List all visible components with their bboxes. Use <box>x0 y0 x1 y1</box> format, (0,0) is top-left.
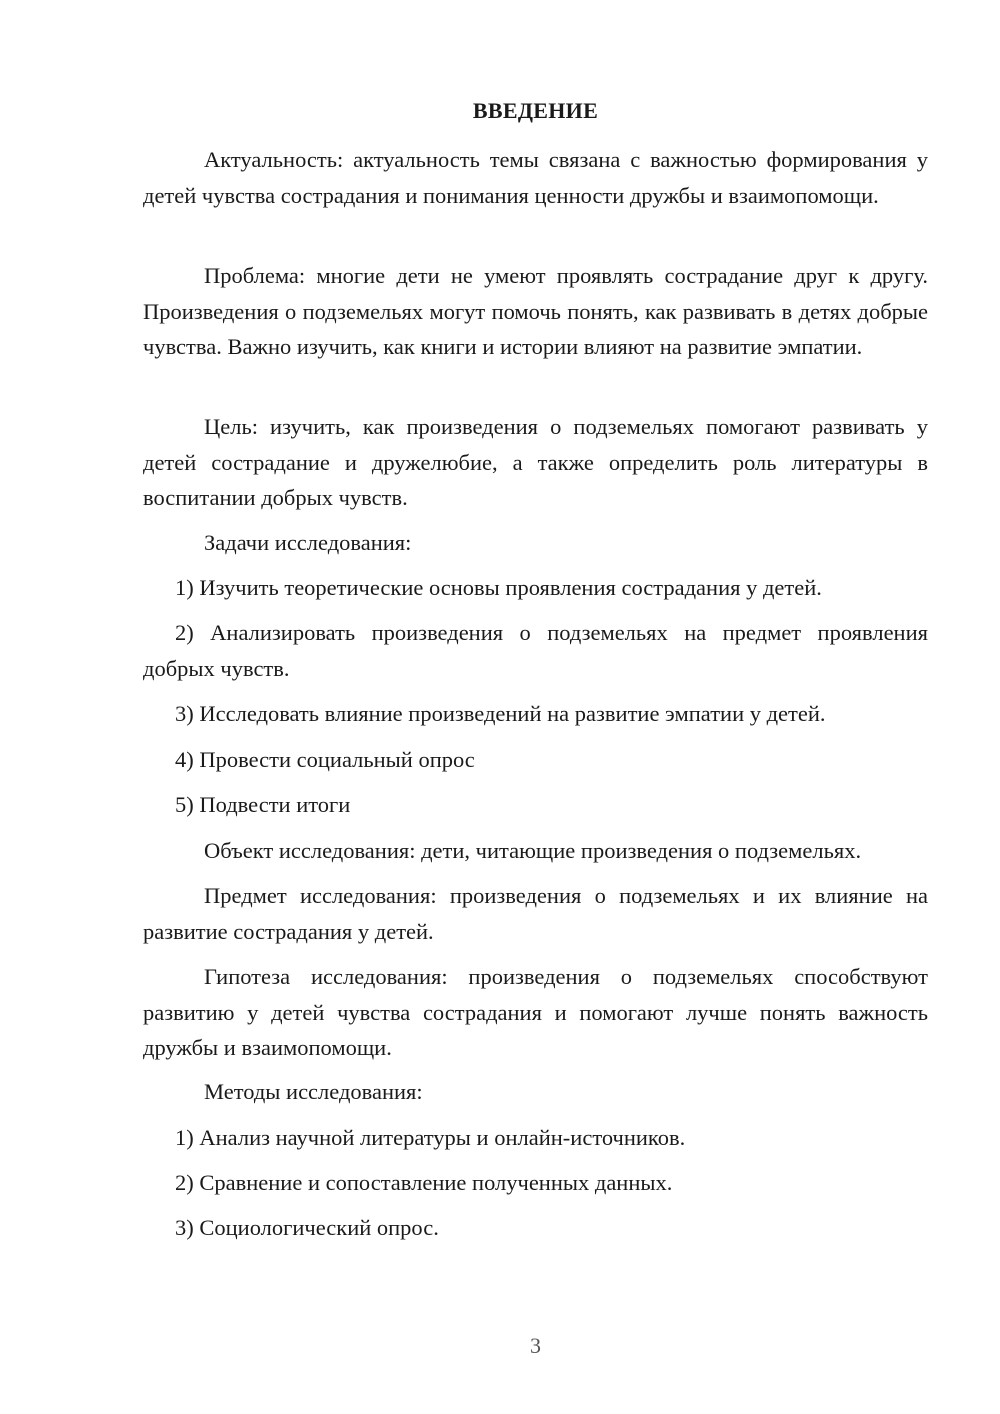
tasks-heading: Задачи исследования: <box>204 530 412 555</box>
task-item: 3) Исследовать влияние произведений на развитие эмпатии у детей. <box>175 701 826 726</box>
method-item: 3) Социологический опрос. <box>175 1215 439 1240</box>
method-item: 1) Анализ научной литературы и онлайн-источников. <box>175 1125 686 1150</box>
object-paragraph: Объект исследования: дети, читающие произведения о подземельях. <box>204 838 862 863</box>
problem-paragraph: Проблема: многие дети не умеют проявлять сострадание друг к другу. Произведения о подземельях могут помочь понять, как развивать в детях добрые чувства. Важно изучить, как книги и истории влияют на развитие эмпатии. <box>143 263 928 359</box>
subject-paragraph: Предмет исследования: произведения о подземельях и их влияние на развитие сострадания у детей. <box>143 883 928 944</box>
task-item: 5) Подвести итоги <box>175 792 351 817</box>
task-item: 1) Изучить теоретические основы проявления сострадания у детей. <box>175 575 822 600</box>
task-item: 2) Анализировать произведения о подземельях на предмет проявления добрых чувств. <box>143 620 928 681</box>
goal-paragraph: Цель: изучить, как произведения о подземельях помогают развивать у детей сострадание и дружелюбие, а также определить роль литературы в воспитании добрых чувств. <box>143 414 928 510</box>
method-item: 2) Сравнение и сопоставление полученных данных. <box>175 1170 673 1195</box>
section-heading: ВВЕДЕНИЕ <box>472 98 599 123</box>
task-item: 4) Провести социальный опрос <box>175 747 475 772</box>
methods-heading: Методы исследования: <box>204 1079 423 1104</box>
hypothesis-paragraph: Гипотеза исследования: произведения о подземельях способствуют развитию у детей чувства сострадания и помогают лучше понять важность дружбы и взаимопомощи. <box>143 964 928 1060</box>
document-page <box>143 0 928 1414</box>
relevance-paragraph: Актуальность: актуальность темы связана с важностью формирования у детей чувства сострадания и понимания ценности дружбы и взаимопомощи. <box>143 147 928 208</box>
page-number: 3 <box>530 1333 541 1358</box>
